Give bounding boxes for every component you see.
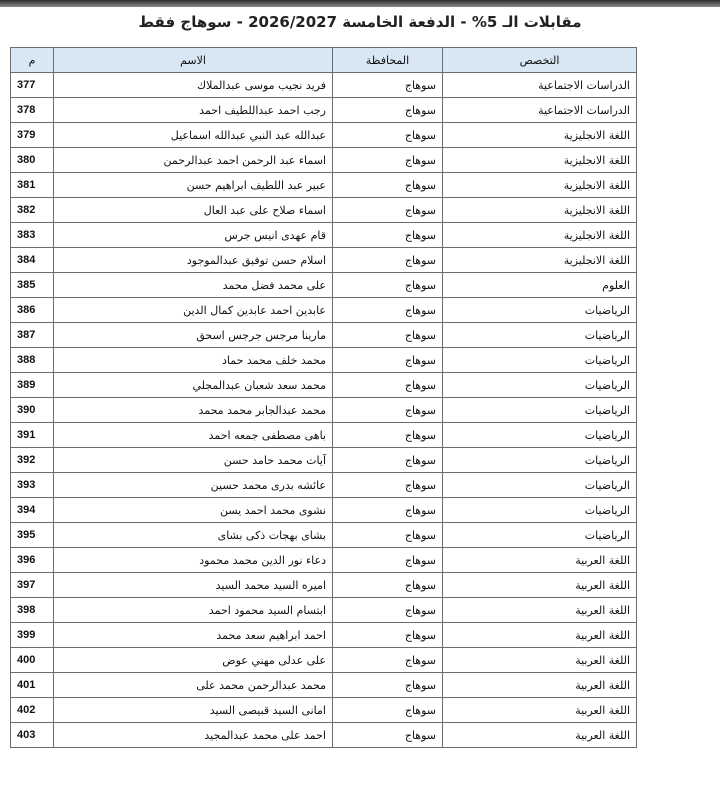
table-row bbox=[11, 273, 637, 298]
row-name: عبدالله عبد النبي عبدالله اسماعيل bbox=[54, 123, 333, 148]
row-number: 378 bbox=[11, 98, 54, 123]
row-name: عبير عبد اللطيف ابراهيم حسن bbox=[54, 173, 333, 198]
table-row bbox=[11, 98, 637, 123]
row-number: 397 bbox=[11, 573, 54, 598]
row-number: 381 bbox=[11, 173, 54, 198]
row-specialty: اللغة العربية bbox=[443, 648, 637, 673]
row-governorate: سوهاج bbox=[333, 248, 443, 273]
table-row bbox=[11, 323, 637, 348]
row-name: عابدين احمد عابدين كمال الدين bbox=[54, 298, 333, 323]
row-number: 401 bbox=[11, 673, 54, 698]
table-row bbox=[11, 423, 637, 448]
row-specialty: اللغة العربية bbox=[443, 623, 637, 648]
table-row bbox=[11, 698, 637, 723]
header-name: الاسم bbox=[54, 48, 333, 73]
row-governorate: سوهاج bbox=[333, 398, 443, 423]
row-number: 394 bbox=[11, 498, 54, 523]
table-row bbox=[11, 523, 637, 548]
row-specialty: اللغة العربية bbox=[443, 598, 637, 623]
row-name: نشوى محمد احمد يسن bbox=[54, 498, 333, 523]
table-row bbox=[11, 648, 637, 673]
row-name: على محمد فضل محمد bbox=[54, 273, 333, 298]
row-specialty: اللغة الانجليزية bbox=[443, 148, 637, 173]
row-number: 382 bbox=[11, 198, 54, 223]
header-number: م bbox=[11, 48, 54, 73]
row-name: محمد عبدالرحمن محمد على bbox=[54, 673, 333, 698]
row-name: احمد ابراهيم سعد محمد bbox=[54, 623, 333, 648]
row-governorate: سوهاج bbox=[333, 648, 443, 673]
row-governorate: سوهاج bbox=[333, 123, 443, 148]
row-name: آيات محمد حامد حسن bbox=[54, 448, 333, 473]
row-name: اسماء صلاح على عبد العال bbox=[54, 198, 333, 223]
row-name: باهى مصطفى جمعه احمد bbox=[54, 423, 333, 448]
table-row bbox=[11, 398, 637, 423]
row-specialty: اللغة العربية bbox=[443, 548, 637, 573]
row-name: بشاى بهجات ذكى بشاى bbox=[54, 523, 333, 548]
row-number: 398 bbox=[11, 598, 54, 623]
table-row bbox=[11, 373, 637, 398]
row-governorate: سوهاج bbox=[333, 373, 443, 398]
row-specialty: الرياضيات bbox=[443, 423, 637, 448]
row-specialty: اللغة العربية bbox=[443, 673, 637, 698]
row-governorate: سوهاج bbox=[333, 223, 443, 248]
row-specialty: الرياضيات bbox=[443, 448, 637, 473]
row-number: 399 bbox=[11, 623, 54, 648]
header-specialty: التخصص bbox=[443, 48, 637, 73]
row-specialty: الرياضيات bbox=[443, 348, 637, 373]
top-edge-band bbox=[0, 0, 720, 7]
row-number: 396 bbox=[11, 548, 54, 573]
row-governorate: سوهاج bbox=[333, 448, 443, 473]
row-number: 403 bbox=[11, 723, 54, 748]
table-row bbox=[11, 673, 637, 698]
table-row bbox=[11, 198, 637, 223]
row-number: 390 bbox=[11, 398, 54, 423]
row-specialty: الرياضيات bbox=[443, 298, 637, 323]
table-row bbox=[11, 548, 637, 573]
row-name: محمد عبدالجابر محمد محمد bbox=[54, 398, 333, 423]
row-governorate: سوهاج bbox=[333, 598, 443, 623]
row-governorate: سوهاج bbox=[333, 623, 443, 648]
table-row bbox=[11, 123, 637, 148]
row-governorate: سوهاج bbox=[333, 273, 443, 298]
row-name: دعاء نور الدين محمد محمود bbox=[54, 548, 333, 573]
header-governorate: المحافظة bbox=[333, 48, 443, 73]
row-governorate: سوهاج bbox=[333, 73, 443, 98]
row-governorate: سوهاج bbox=[333, 523, 443, 548]
row-name: محمد خلف محمد حماد bbox=[54, 348, 333, 373]
row-number: 387 bbox=[11, 323, 54, 348]
row-number: 386 bbox=[11, 298, 54, 323]
row-governorate: سوهاج bbox=[333, 348, 443, 373]
row-specialty: الرياضيات bbox=[443, 473, 637, 498]
row-number: 389 bbox=[11, 373, 54, 398]
table-row bbox=[11, 723, 637, 748]
row-specialty: الرياضيات bbox=[443, 373, 637, 398]
row-specialty: الدراسات الاجتماعية bbox=[443, 98, 637, 123]
row-name: اسماء عبد الرحمن احمد عبدالرحمن bbox=[54, 148, 333, 173]
row-number: 385 bbox=[11, 273, 54, 298]
table-row bbox=[11, 598, 637, 623]
row-specialty: اللغة الانجليزية bbox=[443, 173, 637, 198]
table-row bbox=[11, 573, 637, 598]
row-governorate: سوهاج bbox=[333, 673, 443, 698]
row-governorate: سوهاج bbox=[333, 323, 443, 348]
row-name: ابتسام السيد محمود احمد bbox=[54, 598, 333, 623]
row-specialty: اللغة العربية bbox=[443, 573, 637, 598]
row-number: 395 bbox=[11, 523, 54, 548]
row-number: 388 bbox=[11, 348, 54, 373]
row-specialty: اللغة الانجليزية bbox=[443, 223, 637, 248]
row-specialty: اللغة الانجليزية bbox=[443, 198, 637, 223]
row-specialty: الرياضيات bbox=[443, 398, 637, 423]
candidates-table bbox=[10, 47, 637, 748]
page-title: مقابلات الـ 5% - الدفعة الخامسة 2026/2027 - سوهاج فقط bbox=[138, 13, 582, 31]
table-row bbox=[11, 348, 637, 373]
table-row bbox=[11, 148, 637, 173]
row-name: قام عهدى انيس جرس bbox=[54, 223, 333, 248]
row-name: محمد سعد شعبان عبدالمجلي bbox=[54, 373, 333, 398]
row-number: 391 bbox=[11, 423, 54, 448]
table-row bbox=[11, 448, 637, 473]
row-name: عائشه بدرى محمد حسين bbox=[54, 473, 333, 498]
row-specialty: الرياضيات bbox=[443, 498, 637, 523]
row-specialty: العلوم bbox=[443, 273, 637, 298]
row-number: 392 bbox=[11, 448, 54, 473]
row-governorate: سوهاج bbox=[333, 148, 443, 173]
row-specialty: الدراسات الاجتماعية bbox=[443, 73, 637, 98]
row-governorate: سوهاج bbox=[333, 498, 443, 523]
row-name: رجب احمد عبداللطيف احمد bbox=[54, 98, 333, 123]
row-governorate: سوهاج bbox=[333, 423, 443, 448]
table-row bbox=[11, 173, 637, 198]
row-name: اميره السيد محمد السيد bbox=[54, 573, 333, 598]
row-number: 377 bbox=[11, 73, 54, 98]
row-governorate: سوهاج bbox=[333, 298, 443, 323]
row-governorate: سوهاج bbox=[333, 573, 443, 598]
row-specialty: اللغة الانجليزية bbox=[443, 123, 637, 148]
row-specialty: الرياضيات bbox=[443, 523, 637, 548]
row-governorate: سوهاج bbox=[333, 173, 443, 198]
row-governorate: سوهاج bbox=[333, 473, 443, 498]
table-row bbox=[11, 623, 637, 648]
row-number: 380 bbox=[11, 148, 54, 173]
row-governorate: سوهاج bbox=[333, 198, 443, 223]
row-governorate: سوهاج bbox=[333, 548, 443, 573]
row-name: على عدلى مهني عوض bbox=[54, 648, 333, 673]
row-number: 383 bbox=[11, 223, 54, 248]
row-governorate: سوهاج bbox=[333, 723, 443, 748]
table-row bbox=[11, 473, 637, 498]
table-row bbox=[11, 73, 637, 98]
table-row bbox=[11, 298, 637, 323]
row-name: مارينا مرجس جرجس اسحق bbox=[54, 323, 333, 348]
table-row bbox=[11, 498, 637, 523]
row-governorate: سوهاج bbox=[333, 698, 443, 723]
row-specialty: اللغة الانجليزية bbox=[443, 248, 637, 273]
table-header-row bbox=[11, 48, 637, 73]
row-governorate: سوهاج bbox=[333, 98, 443, 123]
row-number: 393 bbox=[11, 473, 54, 498]
row-specialty: الرياضيات bbox=[443, 323, 637, 348]
row-specialty: اللغة العربية bbox=[443, 698, 637, 723]
row-name: احمد على محمد عبدالمجيد bbox=[54, 723, 333, 748]
row-number: 384 bbox=[11, 248, 54, 273]
row-specialty: اللغة العربية bbox=[443, 723, 637, 748]
row-number: 379 bbox=[11, 123, 54, 148]
row-name: امانى السيد قبيصى السيد bbox=[54, 698, 333, 723]
row-number: 400 bbox=[11, 648, 54, 673]
row-number: 402 bbox=[11, 698, 54, 723]
row-name: اسلام حسن توفيق عبدالموجود bbox=[54, 248, 333, 273]
table-row bbox=[11, 223, 637, 248]
table-row bbox=[11, 248, 637, 273]
row-name: فريد نجيب موسى عبدالملاك bbox=[54, 73, 333, 98]
